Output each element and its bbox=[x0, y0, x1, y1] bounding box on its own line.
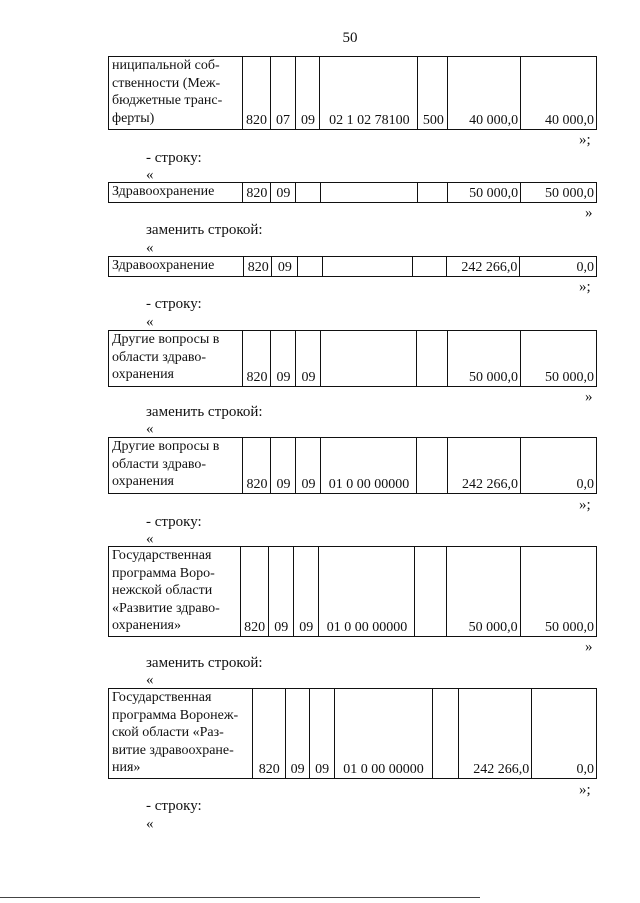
closing-quote: » bbox=[585, 205, 593, 221]
opening-quote: « bbox=[146, 421, 154, 437]
cell-section: 09 bbox=[268, 547, 293, 637]
cell-ministry-code: 820 bbox=[243, 331, 271, 387]
instruction-line: - строку: bbox=[146, 150, 202, 166]
opening-quote: « bbox=[146, 240, 154, 256]
cell-ministry-code: 820 bbox=[243, 438, 271, 494]
instruction-replace: заменить строкой: bbox=[146, 222, 263, 238]
cell-section: 09 bbox=[285, 689, 309, 779]
closing-quote: » bbox=[585, 639, 593, 655]
cell-target-article bbox=[320, 183, 418, 203]
cell-target-article: 01 0 00 00000 bbox=[318, 547, 414, 637]
cell-amount-2: 50 000,0 bbox=[520, 547, 596, 637]
row-name: Другие вопросы в области здраво- охранения bbox=[109, 331, 243, 387]
instruction-replace: заменить строкой: bbox=[146, 655, 263, 671]
cell-expense-type bbox=[418, 183, 448, 203]
footer-divider bbox=[0, 897, 480, 898]
cell-amount-1: 50 000,0 bbox=[447, 547, 520, 637]
cell-expense-type: 500 bbox=[418, 57, 448, 130]
opening-quote: « bbox=[146, 816, 154, 832]
opening-quote: « bbox=[146, 672, 154, 688]
closing-quote: »; bbox=[579, 782, 591, 798]
cell-subsection bbox=[295, 183, 320, 203]
cell-ministry-code: 820 bbox=[242, 57, 270, 130]
cell-ministry-code: 820 bbox=[252, 689, 285, 779]
cell-ministry-code: 820 bbox=[242, 183, 270, 203]
cell-amount-2: 0,0 bbox=[532, 689, 597, 779]
cell-amount-2: 40 000,0 bbox=[521, 57, 597, 130]
cell-expense-type bbox=[432, 689, 459, 779]
cell-ministry-code: 820 bbox=[240, 547, 268, 637]
row-name: Государственная программа Воронеж- ской области «Раз- витие здравоохране- ния» bbox=[109, 689, 253, 779]
cell-expense-type bbox=[413, 257, 446, 277]
cell-amount-1: 50 000,0 bbox=[448, 183, 521, 203]
budget-row-table bbox=[108, 688, 597, 779]
row-name: Здравоохранение bbox=[109, 183, 243, 203]
budget-row-table bbox=[108, 182, 597, 203]
cell-section: 09 bbox=[271, 438, 296, 494]
cell-expense-type bbox=[417, 331, 448, 387]
cell-subsection: 09 bbox=[293, 547, 318, 637]
cell-expense-type bbox=[417, 438, 448, 494]
cell-amount-1: 50 000,0 bbox=[448, 331, 521, 387]
cell-target-article bbox=[322, 257, 413, 277]
closing-quote: »; bbox=[579, 132, 591, 148]
instruction-replace: заменить строкой: bbox=[146, 404, 263, 420]
cell-amount-1: 242 266,0 bbox=[448, 438, 521, 494]
row-name: Здравоохранение bbox=[109, 257, 244, 277]
cell-subsection: 09 bbox=[296, 438, 321, 494]
cell-amount-2: 50 000,0 bbox=[521, 331, 597, 387]
opening-quote: « bbox=[146, 531, 154, 547]
opening-quote: « bbox=[146, 167, 154, 183]
budget-row-table bbox=[108, 437, 597, 494]
cell-ministry-code: 820 bbox=[244, 257, 272, 277]
cell-amount-2: 0,0 bbox=[520, 257, 597, 277]
cell-amount-2: 0,0 bbox=[521, 438, 597, 494]
closing-quote: »; bbox=[579, 497, 591, 513]
opening-quote: « bbox=[146, 314, 154, 330]
cell-amount-1: 40 000,0 bbox=[448, 57, 521, 130]
cell-section: 09 bbox=[270, 183, 295, 203]
cell-subsection: 09 bbox=[295, 57, 320, 130]
page-number: 50 bbox=[342, 30, 358, 46]
closing-quote: » bbox=[585, 389, 593, 405]
budget-row-table bbox=[108, 546, 597, 637]
row-name: ниципальной соб- ственности (Меж- бюджетные транс- ферты) bbox=[109, 57, 243, 130]
budget-row-table bbox=[108, 256, 597, 277]
cell-amount-1: 242 266,0 bbox=[446, 257, 520, 277]
cell-target-article bbox=[321, 331, 417, 387]
cell-subsection: 09 bbox=[309, 689, 334, 779]
budget-row-table bbox=[108, 330, 597, 387]
row-name: Другие вопросы в области здраво- охранения bbox=[109, 438, 243, 494]
cell-subsection bbox=[297, 257, 322, 277]
cell-section: 09 bbox=[272, 257, 297, 277]
closing-quote: »; bbox=[579, 279, 591, 295]
instruction-line: - строку: bbox=[146, 514, 202, 530]
cell-amount-2: 50 000,0 bbox=[521, 183, 597, 203]
row-name: Государственная программа Воро- нежской области «Развитие здраво- охранения» bbox=[109, 547, 241, 637]
budget-row-table bbox=[108, 56, 597, 130]
cell-target-article: 01 0 00 00000 bbox=[334, 689, 432, 779]
cell-subsection: 09 bbox=[296, 331, 321, 387]
cell-amount-1: 242 266,0 bbox=[459, 689, 532, 779]
cell-section: 09 bbox=[271, 331, 296, 387]
cell-expense-type bbox=[415, 547, 447, 637]
cell-section: 07 bbox=[270, 57, 295, 130]
cell-target-article: 02 1 02 78100 bbox=[320, 57, 418, 130]
instruction-line: - строку: bbox=[146, 798, 202, 814]
cell-target-article: 01 0 00 00000 bbox=[321, 438, 417, 494]
instruction-line: - строку: bbox=[146, 296, 202, 312]
